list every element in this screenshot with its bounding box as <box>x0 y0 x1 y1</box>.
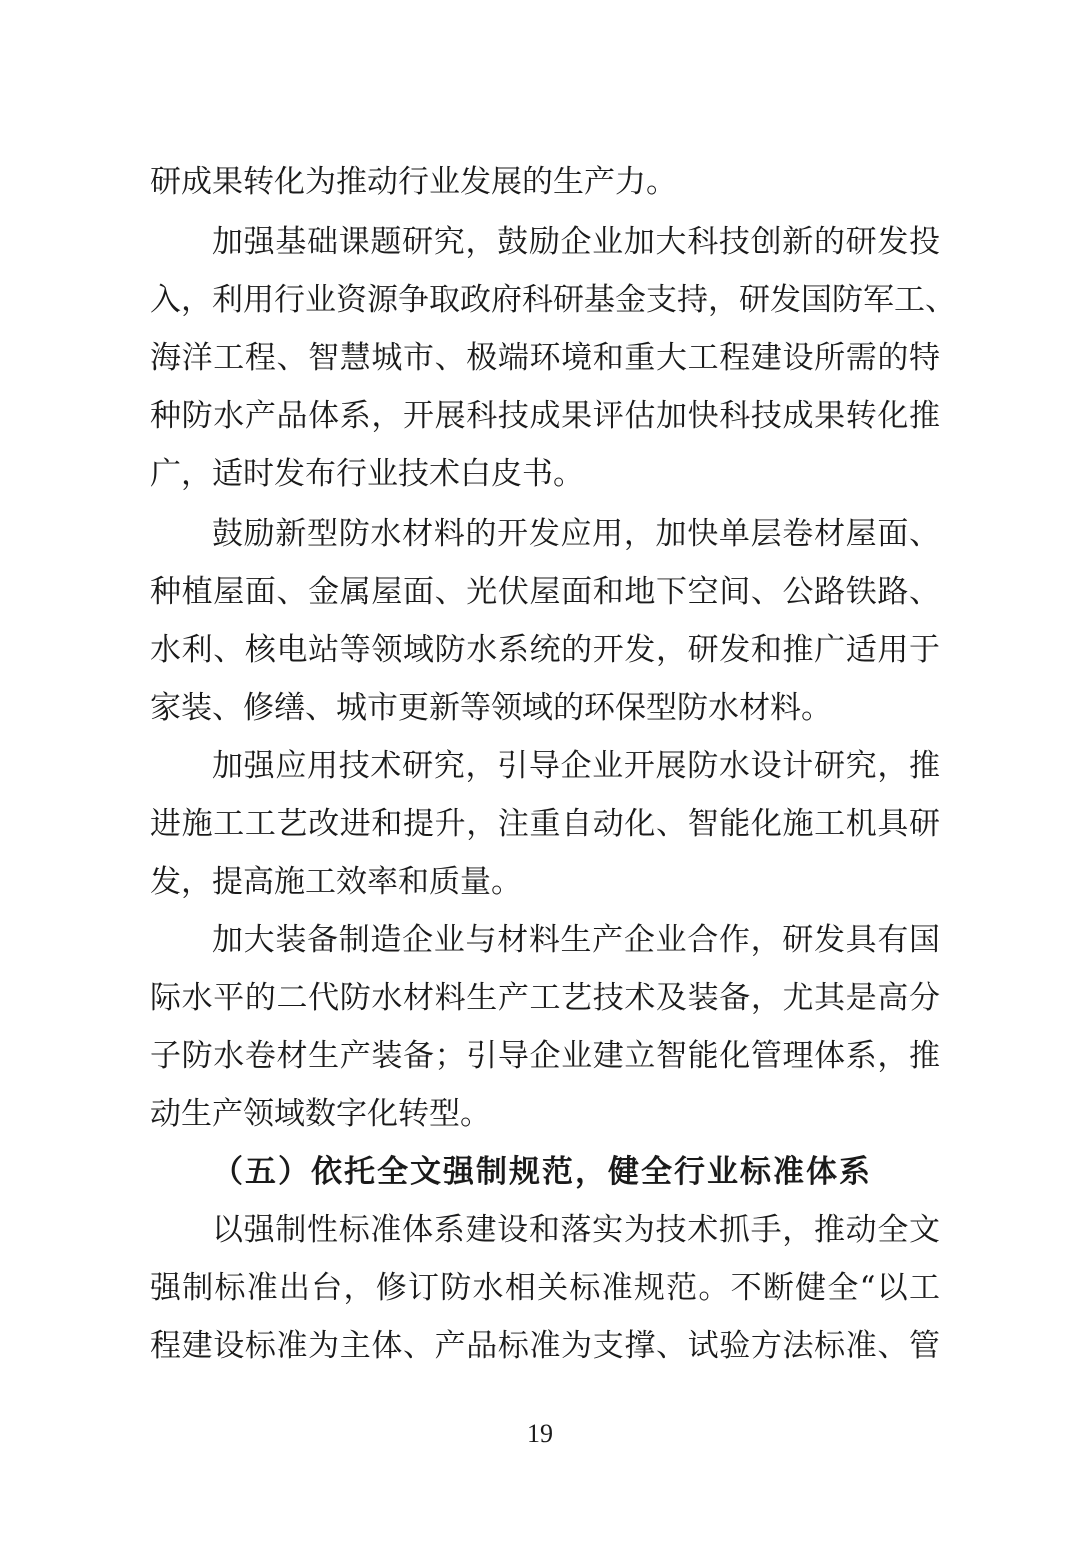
paragraph-line: 研成果转化为推动行业发展的生产力。 <box>150 164 677 200</box>
paragraph-line: 子防水卷材生产装备；引导企业建立智能化管理体系，推 <box>150 1038 940 1074</box>
paragraph-line: 进施工工艺改进和提升，注重自动化、智能化施工机具研 <box>150 806 940 842</box>
section-heading: （五）依托全文强制规范，健全行业标准体系 <box>212 1154 872 1190</box>
paragraph-line: 程建设标准为主体、产品标准为支撑、试验方法标准、管 <box>150 1328 940 1364</box>
paragraph-line: 种防水产品体系，开展科技成果评估加快科技成果转化推 <box>150 398 940 434</box>
paragraph-line: 家装、修缮、城市更新等领域的环保型防水材料。 <box>150 690 832 726</box>
paragraph-line: 入，利用行业资源争取政府科研基金支持，研发国防军工、 <box>150 282 956 318</box>
paragraph-line: 广，适时发布行业技术白皮书。 <box>150 456 584 492</box>
paragraph-line: 鼓励新型防水材料的开发应用，加快单层卷材屋面、 <box>212 516 940 552</box>
paragraph-line: 际水平的二代防水材料生产工艺技术及装备，尤其是高分 <box>150 980 940 1016</box>
paragraph-line: 加强应用技术研究，引导企业开展防水设计研究，推 <box>212 748 940 784</box>
paragraph-line: 加大装备制造企业与材料生产企业合作，研发具有国 <box>212 922 940 958</box>
paragraph-line: 海洋工程、智慧城市、极端环境和重大工程建设所需的特 <box>150 340 940 376</box>
page-number: 19 <box>527 1419 553 1448</box>
paragraph-line: 种植屋面、金属屋面、光伏屋面和地下空间、公路铁路、 <box>150 574 940 610</box>
paragraph-line: 发，提高施工效率和质量。 <box>150 864 522 900</box>
paragraph-line: 动生产领域数字化转型。 <box>150 1096 491 1132</box>
paragraph-line: 加强基础课题研究，鼓励企业加大科技创新的研发投 <box>212 224 940 260</box>
paragraph-line: 强制标准出台，修订防水相关标准规范。不断健全“以工 <box>150 1270 940 1306</box>
paragraph-line: 以强制性标准体系建设和落实为技术抓手，推动全文 <box>212 1212 940 1248</box>
paragraph-line: 水利、核电站等领域防水系统的开发，研发和推广适用于 <box>150 632 940 668</box>
